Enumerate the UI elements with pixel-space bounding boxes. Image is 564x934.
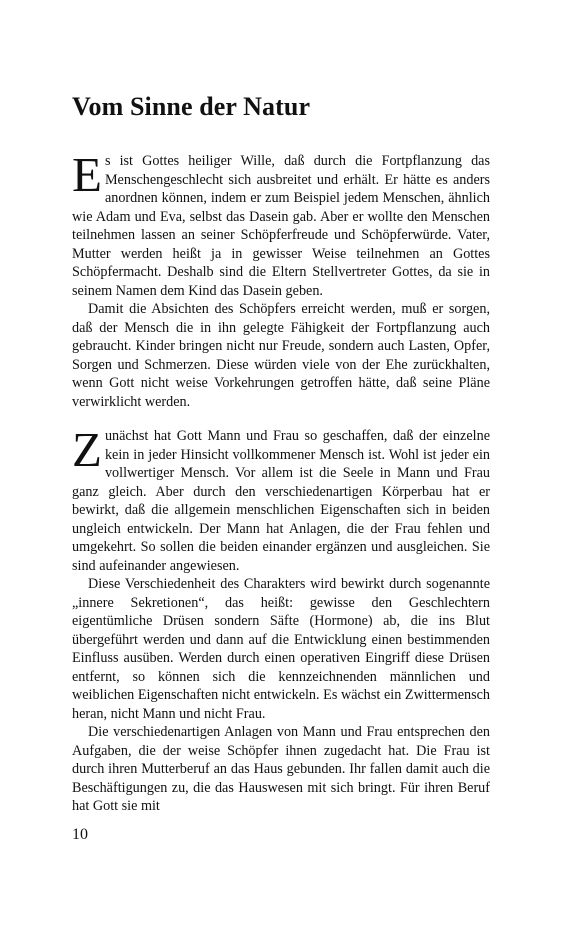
page-number: 10 — [72, 826, 88, 843]
page-title: Vom Sinne der Natur — [72, 92, 311, 121]
paragraph-1 — [72, 147, 490, 300]
drop-cap: Z — [72, 422, 102, 477]
paragraph-5: Die verschiedenartigen Anlagen von Mann und Frau entsprechen den Aufgaben, die der weise Schöpfer ihnen zugedacht hat. Die Frau ist durch ihren Mutterberuf an das Haus gebunden. Ihr fallen damit auch die Beschäftigungen zu, die das Hauswesen mit sich bringt. Für ihren Beruf hat Gott sie mit — [72, 724, 490, 814]
section-break — [72, 411, 490, 427]
paragraph-text: unächst hat Gott Mann und Frau so geschaffen, daß der einzelne kein in jeder Hinsicht vollkommener Mensch ist. Wohl ist jeder ein vollwertiger Mensch. Vor allem ist die Seele in Mann und Frau ganz gleich. Aber durch den verschiedenartigen Körperbau hat er bewirkt, daß die allgemein menschlichen Eigenschaften sich in beiden ungleich entwickeln. Der Mann hat Anlagen, die der Frau fehlen und umgekehrt. So sollen die beiden einander ergänzen und ausgleichen. Sie sind aufeinander angewiesen. — [72, 428, 490, 574]
body-text — [72, 147, 490, 816]
paragraph-text: s ist Gottes heiliger Wille, daß durch die Fortpflanzung das Menschengeschlecht sich ausbreitet und erhält. Er hätte es anders anordnen können, indem er zum Beispiel jedem Menschen, ähnlich wie Adam und Eva, selbst das Dasein gab. Aber er wollte den Menschen teilnehmen lassen an seiner Schöpferfreude und Schöpferwürde. Vater, Mutter werden heißt ja in gewisser Weise teilnehmen an Gottes Schöpfermacht. Deshalb sind die Eltern Stellvertreter Gottes, da sie in seinem Namen dem Kind das Dasein geben. — [72, 153, 490, 299]
paragraph-2: Damit die Absichten des Schöpfers erreicht werden, muß er sorgen, daß der Mensch die in ihn gelegte Fähigkeit der Fortpflanzung auch gebraucht. Kinder bringen nicht nur Freude, sondern auch Lasten, Opfer, Sorgen und Schmerzen. Diese würden viele von der Ehe zurückhalten, wenn Gott nicht weise Vorkehrungen getroffen hätte, daß seine Pläne verwirklicht werden. — [72, 301, 490, 410]
paragraph-3 — [72, 422, 490, 575]
paragraph-4: Diese Verschiedenheit des Charakters wird bewirkt durch sogenannte „innere Sekretionen“, das heißt: gewisse den Geschlechtern eigentümliche Drüsen sondern Säfte (Hormone) ab, die ins Blut übergeführt werden und dann auf die Entwicklung einen bestimmenden Einfluss ausüben. Werden durch einen operativen Eingriff diese Drüsen entfernt, so können sich die kennzeichnenden männlichen und weiblichen Eigenschaften nicht entwickeln. Es wächst ein Zwittermensch heran, nicht Mann und nicht Frau. — [72, 576, 490, 722]
drop-cap: E — [72, 147, 102, 202]
